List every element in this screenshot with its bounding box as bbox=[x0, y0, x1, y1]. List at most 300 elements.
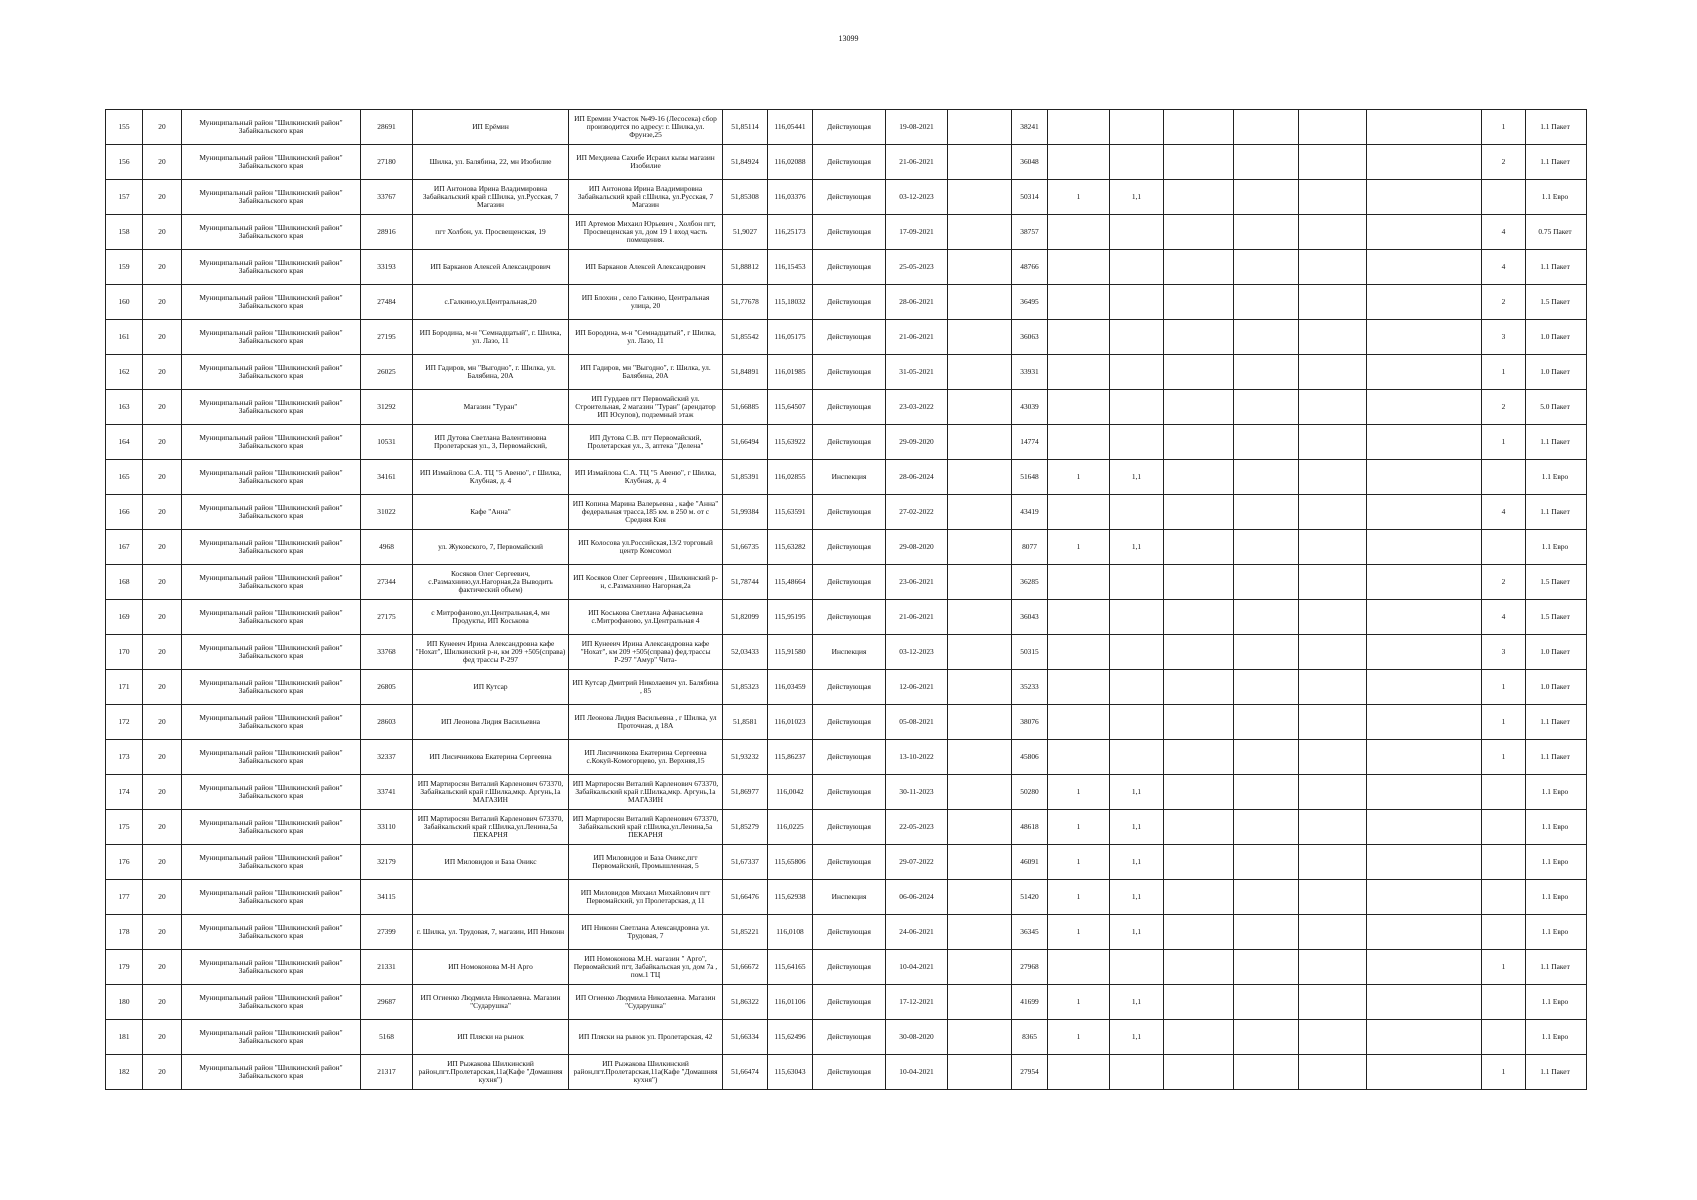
container-count: 1 bbox=[1048, 180, 1110, 215]
record-id: 38076 bbox=[1012, 705, 1048, 740]
empty-cell bbox=[1234, 145, 1299, 180]
empty-cell bbox=[1367, 985, 1482, 1020]
empty-cell bbox=[1234, 565, 1299, 600]
container-count bbox=[1048, 495, 1110, 530]
empty-cell bbox=[1164, 1020, 1234, 1055]
pack-type: 1.0 Пакет bbox=[1526, 320, 1587, 355]
bag-count bbox=[1482, 915, 1526, 950]
container-count bbox=[1048, 740, 1110, 775]
record-id: 36043 bbox=[1012, 600, 1048, 635]
row-number: 167 bbox=[106, 530, 143, 565]
record-id: 38757 bbox=[1012, 215, 1048, 250]
bag-count bbox=[1482, 845, 1526, 880]
empty-cell bbox=[1234, 425, 1299, 460]
region-code: 20 bbox=[143, 880, 182, 915]
object-name: Шилка, ул. Балябина, 22, мн Изобилие bbox=[413, 145, 569, 180]
region-code: 20 bbox=[143, 355, 182, 390]
bag-count: 1 bbox=[1482, 705, 1526, 740]
latitude: 51,66476 bbox=[723, 880, 768, 915]
row-number: 170 bbox=[106, 635, 143, 670]
longitude: 116,15453 bbox=[768, 250, 813, 285]
empty-cell bbox=[1299, 740, 1367, 775]
record-id: 51648 bbox=[1012, 460, 1048, 495]
region-code: 20 bbox=[143, 285, 182, 320]
object-address: ИП Барканов Алексей Александрович bbox=[569, 250, 723, 285]
container-count bbox=[1048, 390, 1110, 425]
empty-cell bbox=[1164, 985, 1234, 1020]
empty-cell bbox=[1164, 390, 1234, 425]
district-cell: Муниципальный район "Шилкинский район" Забайкальского края bbox=[182, 180, 361, 215]
district-cell: Муниципальный район "Шилкинский район" Забайкальского края bbox=[182, 740, 361, 775]
registry-rows bbox=[106, 110, 1587, 1090]
empty-cell bbox=[1367, 775, 1482, 810]
bag-count: 1 bbox=[1482, 355, 1526, 390]
record-id: 27968 bbox=[1012, 950, 1048, 985]
empty-cell bbox=[948, 215, 1012, 250]
object-name: Косяков Олег Сергеевич, с.Размахнино,ул.Нагорная,2а Выводить фактический объем) bbox=[413, 565, 569, 600]
status-cell: Действующая bbox=[813, 110, 886, 145]
empty-cell bbox=[1164, 740, 1234, 775]
empty-cell bbox=[1164, 1055, 1234, 1090]
table-row bbox=[106, 530, 1587, 565]
container-count bbox=[1048, 145, 1110, 180]
empty-cell bbox=[1234, 495, 1299, 530]
empty-cell bbox=[1299, 810, 1367, 845]
bag-count: 3 bbox=[1482, 635, 1526, 670]
empty-cell bbox=[948, 495, 1012, 530]
status-cell: Действующая bbox=[813, 320, 886, 355]
container-count bbox=[1048, 355, 1110, 390]
latitude: 51,85114 bbox=[723, 110, 768, 145]
container-volume: 1,1 bbox=[1110, 915, 1164, 950]
table-row bbox=[106, 355, 1587, 390]
object-code: 21317 bbox=[361, 1055, 413, 1090]
longitude: 115,62938 bbox=[768, 880, 813, 915]
container-count bbox=[1048, 635, 1110, 670]
region-code: 20 bbox=[143, 180, 182, 215]
row-number: 160 bbox=[106, 285, 143, 320]
object-name: ИП Бородина, м-н "Семнадцатый", г. Шилка, ул. Лазо, 11 bbox=[413, 320, 569, 355]
latitude: 51,93232 bbox=[723, 740, 768, 775]
object-name: ИП Ерёмин bbox=[413, 110, 569, 145]
row-number: 182 bbox=[106, 1055, 143, 1090]
object-address: ИП Измайлова С.А. ТЦ "5 Авеню", г Шилка, Клубная, д. 4 bbox=[569, 460, 723, 495]
object-code: 27399 bbox=[361, 915, 413, 950]
longitude: 116,02088 bbox=[768, 145, 813, 180]
container-volume bbox=[1110, 705, 1164, 740]
empty-cell bbox=[948, 110, 1012, 145]
longitude: 116,01985 bbox=[768, 355, 813, 390]
date-cell: 27-02-2022 bbox=[886, 495, 948, 530]
date-cell: 31-05-2021 bbox=[886, 355, 948, 390]
object-code: 32179 bbox=[361, 845, 413, 880]
latitude: 51,9027 bbox=[723, 215, 768, 250]
status-cell: Действующая bbox=[813, 670, 886, 705]
status-cell: Действующая bbox=[813, 565, 886, 600]
empty-cell bbox=[1164, 565, 1234, 600]
row-number: 156 bbox=[106, 145, 143, 180]
object-name: ИП Мартиросян Виталий Карленович 673370, Забайкальский край г.Шилка,мкр. Аргунь,1а МАГАЗИН bbox=[413, 775, 569, 810]
longitude: 115,86237 bbox=[768, 740, 813, 775]
container-count bbox=[1048, 705, 1110, 740]
empty-cell bbox=[1234, 600, 1299, 635]
empty-cell bbox=[1164, 250, 1234, 285]
empty-cell bbox=[1367, 845, 1482, 880]
date-cell: 10-04-2021 bbox=[886, 950, 948, 985]
empty-cell bbox=[948, 600, 1012, 635]
record-id: 27954 bbox=[1012, 1055, 1048, 1090]
region-code: 20 bbox=[143, 215, 182, 250]
empty-cell bbox=[1234, 915, 1299, 950]
object-code: 31292 bbox=[361, 390, 413, 425]
bag-count: 1 bbox=[1482, 670, 1526, 705]
latitude: 51,99384 bbox=[723, 495, 768, 530]
pack-type: 1.1 Евро bbox=[1526, 985, 1587, 1020]
container-volume bbox=[1110, 250, 1164, 285]
empty-cell bbox=[948, 880, 1012, 915]
object-name bbox=[413, 880, 569, 915]
empty-cell bbox=[1299, 320, 1367, 355]
object-address: ИП Гурдаев пгт Первомайский ул. Строительная, 2 магазин "Туран" (арендатор ИП Юсупов), подземный этаж bbox=[569, 390, 723, 425]
empty-cell bbox=[1299, 635, 1367, 670]
pack-type: 1.1 Пакет bbox=[1526, 950, 1587, 985]
table-row bbox=[106, 565, 1587, 600]
object-code: 29687 bbox=[361, 985, 413, 1020]
pack-type: 1.1 Пакет bbox=[1526, 145, 1587, 180]
pack-type: 0.75 Пакет bbox=[1526, 215, 1587, 250]
date-cell: 17-12-2021 bbox=[886, 985, 948, 1020]
empty-cell bbox=[1234, 775, 1299, 810]
record-id: 38241 bbox=[1012, 110, 1048, 145]
latitude: 51,85391 bbox=[723, 460, 768, 495]
region-code: 20 bbox=[143, 565, 182, 600]
latitude: 51,66474 bbox=[723, 1055, 768, 1090]
pack-type: 1.1 Евро bbox=[1526, 180, 1587, 215]
empty-cell bbox=[1367, 880, 1482, 915]
record-id: 8365 bbox=[1012, 1020, 1048, 1055]
district-cell: Муниципальный район "Шилкинский район" Забайкальского края bbox=[182, 775, 361, 810]
date-cell: 24-06-2021 bbox=[886, 915, 948, 950]
row-number: 155 bbox=[106, 110, 143, 145]
empty-cell bbox=[948, 355, 1012, 390]
object-name: ИП Кунееич Ирина Александровна кафе "Нохат", Шилкинский р-н, км 209 +505(справа) фед трассы Р-297 bbox=[413, 635, 569, 670]
longitude: 116,05441 bbox=[768, 110, 813, 145]
empty-cell bbox=[1234, 180, 1299, 215]
object-address: ИП Антонова Ирина Владимировна Забайкальский край г.Шилка, ул.Русская, 7 Магазин bbox=[569, 180, 723, 215]
empty-cell bbox=[1234, 670, 1299, 705]
container-volume: 1,1 bbox=[1110, 1020, 1164, 1055]
object-name: ИП Барканов Алексей Александрович bbox=[413, 250, 569, 285]
empty-cell bbox=[1299, 390, 1367, 425]
district-cell: Муниципальный район "Шилкинский район" Забайкальского края bbox=[182, 705, 361, 740]
object-code: 4968 bbox=[361, 530, 413, 565]
longitude: 116,03459 bbox=[768, 670, 813, 705]
latitude: 51,82099 bbox=[723, 600, 768, 635]
container-volume: 1,1 bbox=[1110, 460, 1164, 495]
region-code: 20 bbox=[143, 670, 182, 705]
district-cell: Муниципальный район "Шилкинский район" Забайкальского края bbox=[182, 565, 361, 600]
empty-cell bbox=[1164, 915, 1234, 950]
table-row bbox=[106, 390, 1587, 425]
region-code: 20 bbox=[143, 250, 182, 285]
row-number: 157 bbox=[106, 180, 143, 215]
empty-cell bbox=[948, 1055, 1012, 1090]
empty-cell bbox=[1164, 670, 1234, 705]
container-volume bbox=[1110, 635, 1164, 670]
table-row bbox=[106, 950, 1587, 985]
container-volume: 1,1 bbox=[1110, 985, 1164, 1020]
empty-cell bbox=[1164, 460, 1234, 495]
empty-cell bbox=[948, 740, 1012, 775]
longitude: 115,62496 bbox=[768, 1020, 813, 1055]
latitude: 51,86977 bbox=[723, 775, 768, 810]
empty-cell bbox=[1299, 425, 1367, 460]
record-id: 36048 bbox=[1012, 145, 1048, 180]
empty-cell bbox=[948, 460, 1012, 495]
empty-cell bbox=[1367, 425, 1482, 460]
container-volume bbox=[1110, 740, 1164, 775]
empty-cell bbox=[1234, 705, 1299, 740]
object-name: с Митрофаново,ул.Центральная,4, мн Продукты, ИП Коськова bbox=[413, 600, 569, 635]
object-code: 26025 bbox=[361, 355, 413, 390]
empty-cell bbox=[1299, 600, 1367, 635]
table-row bbox=[106, 1055, 1587, 1090]
object-address: ИП Колосова ул.Российская,13/2 торговый центр Комсомол bbox=[569, 530, 723, 565]
latitude: 51,85323 bbox=[723, 670, 768, 705]
object-name: ИП Леонова Лидия Васильевна bbox=[413, 705, 569, 740]
object-address: ИП Номоконова М.Н. магазин " Арго", Первомайский пгт, Забайкальская ул, дом 7а , пом.1 ТЦ bbox=[569, 950, 723, 985]
record-id: 50280 bbox=[1012, 775, 1048, 810]
district-cell: Муниципальный район "Шилкинский район" Забайкальского края bbox=[182, 215, 361, 250]
empty-cell bbox=[1299, 1055, 1367, 1090]
container-count: 1 bbox=[1048, 880, 1110, 915]
empty-cell bbox=[1367, 670, 1482, 705]
status-cell: Действующая bbox=[813, 215, 886, 250]
row-number: 179 bbox=[106, 950, 143, 985]
region-code: 20 bbox=[143, 145, 182, 180]
longitude: 116,01106 bbox=[768, 985, 813, 1020]
empty-cell bbox=[1164, 110, 1234, 145]
container-volume bbox=[1110, 285, 1164, 320]
empty-cell bbox=[948, 915, 1012, 950]
table-row bbox=[106, 915, 1587, 950]
pack-type: 1.1 Пакет bbox=[1526, 250, 1587, 285]
bag-count: 4 bbox=[1482, 495, 1526, 530]
empty-cell bbox=[1164, 285, 1234, 320]
region-code: 20 bbox=[143, 915, 182, 950]
empty-cell bbox=[1164, 320, 1234, 355]
region-code: 20 bbox=[143, 635, 182, 670]
object-address: ИП Лисичникова Екатерина Сергеевна с.Кокуй-Комогорцево, ул. Верхняя,15 bbox=[569, 740, 723, 775]
empty-cell bbox=[1299, 355, 1367, 390]
record-id: 50314 bbox=[1012, 180, 1048, 215]
bag-count: 4 bbox=[1482, 215, 1526, 250]
district-cell: Муниципальный район "Шилкинский район" Забайкальского края bbox=[182, 495, 361, 530]
empty-cell bbox=[1299, 845, 1367, 880]
bag-count bbox=[1482, 1020, 1526, 1055]
pack-type: 5.0 Пакет bbox=[1526, 390, 1587, 425]
empty-cell bbox=[1367, 565, 1482, 600]
pack-type: 1.5 Пакет bbox=[1526, 285, 1587, 320]
empty-cell bbox=[948, 180, 1012, 215]
container-count: 1 bbox=[1048, 775, 1110, 810]
record-id: 35233 bbox=[1012, 670, 1048, 705]
container-volume bbox=[1110, 1055, 1164, 1090]
status-cell: Действующая bbox=[813, 705, 886, 740]
empty-cell bbox=[948, 320, 1012, 355]
date-cell: 03-12-2023 bbox=[886, 180, 948, 215]
table-row bbox=[106, 705, 1587, 740]
empty-cell bbox=[1299, 460, 1367, 495]
row-number: 172 bbox=[106, 705, 143, 740]
latitude: 51,77678 bbox=[723, 285, 768, 320]
object-address: ИП Мартиросян Виталий Карленович 673370, Забайкальский край г.Шилка,ул.Ленина,5а ПЕКАРНЯ bbox=[569, 810, 723, 845]
empty-cell bbox=[1164, 880, 1234, 915]
table-row bbox=[106, 845, 1587, 880]
empty-cell bbox=[1367, 250, 1482, 285]
table-row bbox=[106, 250, 1587, 285]
longitude: 116,01023 bbox=[768, 705, 813, 740]
table-row bbox=[106, 775, 1587, 810]
empty-cell bbox=[1367, 145, 1482, 180]
object-name: с.Галкино,ул.Центральная,20 bbox=[413, 285, 569, 320]
container-volume bbox=[1110, 110, 1164, 145]
empty-cell bbox=[948, 425, 1012, 460]
empty-cell bbox=[1164, 775, 1234, 810]
empty-cell bbox=[1164, 495, 1234, 530]
empty-cell bbox=[1367, 285, 1482, 320]
date-cell: 30-11-2023 bbox=[886, 775, 948, 810]
container-volume: 1,1 bbox=[1110, 180, 1164, 215]
district-cell: Муниципальный район "Шилкинский район" Забайкальского края bbox=[182, 810, 361, 845]
district-cell: Муниципальный район "Шилкинский район" Забайкальского края bbox=[182, 355, 361, 390]
container-count: 1 bbox=[1048, 1020, 1110, 1055]
pack-type: 1.1 Пакет bbox=[1526, 705, 1587, 740]
empty-cell bbox=[1299, 565, 1367, 600]
date-cell: 17-09-2021 bbox=[886, 215, 948, 250]
pack-type: 1.0 Пакет bbox=[1526, 670, 1587, 705]
empty-cell bbox=[1367, 355, 1482, 390]
record-id: 43419 bbox=[1012, 495, 1048, 530]
empty-cell bbox=[1164, 845, 1234, 880]
region-code: 20 bbox=[143, 460, 182, 495]
district-cell: Муниципальный район "Шилкинский район" Забайкальского края bbox=[182, 1020, 361, 1055]
status-cell: Действующая bbox=[813, 600, 886, 635]
date-cell: 28-06-2024 bbox=[886, 460, 948, 495]
row-number: 174 bbox=[106, 775, 143, 810]
empty-cell bbox=[1164, 355, 1234, 390]
table-row bbox=[106, 600, 1587, 635]
date-cell: 23-03-2022 bbox=[886, 390, 948, 425]
object-address: ИП Косяков Олег Сергеевич , Шилкинский р-н, с.Размахнино Нагорная,2а bbox=[569, 565, 723, 600]
object-code: 5168 bbox=[361, 1020, 413, 1055]
row-number: 180 bbox=[106, 985, 143, 1020]
longitude: 115,63591 bbox=[768, 495, 813, 530]
empty-cell bbox=[948, 985, 1012, 1020]
object-name: ИП Лисичникова Екатерина Сергеевна bbox=[413, 740, 569, 775]
object-address: ИП Кутсар Дмитрий Николаевич ул. Балябина , 85 bbox=[569, 670, 723, 705]
empty-cell bbox=[1367, 110, 1482, 145]
empty-cell bbox=[1234, 740, 1299, 775]
empty-cell bbox=[1234, 845, 1299, 880]
longitude: 116,02855 bbox=[768, 460, 813, 495]
container-volume bbox=[1110, 390, 1164, 425]
empty-cell bbox=[1299, 705, 1367, 740]
container-volume: 1,1 bbox=[1110, 880, 1164, 915]
object-code: 33768 bbox=[361, 635, 413, 670]
empty-cell bbox=[1299, 880, 1367, 915]
table-row bbox=[106, 985, 1587, 1020]
longitude: 115,65806 bbox=[768, 845, 813, 880]
container-count: 1 bbox=[1048, 530, 1110, 565]
region-code: 20 bbox=[143, 1020, 182, 1055]
record-id: 43039 bbox=[1012, 390, 1048, 425]
record-id: 14774 bbox=[1012, 425, 1048, 460]
pack-type: 1.0 Пакет bbox=[1526, 635, 1587, 670]
table-row bbox=[106, 810, 1587, 845]
date-cell: 25-05-2023 bbox=[886, 250, 948, 285]
registry-table bbox=[105, 109, 1587, 1090]
row-number: 181 bbox=[106, 1020, 143, 1055]
object-address: ИП Копина Марина Валерьевна , кафе "Анна" федеральная трасса,185 км. в 250 м. от с Средняя Кия bbox=[569, 495, 723, 530]
empty-cell bbox=[948, 530, 1012, 565]
region-code: 20 bbox=[143, 775, 182, 810]
object-address: ИП Мартиросян Виталий Карленович 673370, Забайкальский край г.Шилка,мкр. Аргунь,1а МАГАЗИН bbox=[569, 775, 723, 810]
record-id: 36285 bbox=[1012, 565, 1048, 600]
object-address: ИП Пляски на рынок ул. Пролетарская, 42 bbox=[569, 1020, 723, 1055]
record-id: 51420 bbox=[1012, 880, 1048, 915]
district-cell: Муниципальный район "Шилкинский район" Забайкальского края bbox=[182, 250, 361, 285]
empty-cell bbox=[1234, 1020, 1299, 1055]
longitude: 115,91580 bbox=[768, 635, 813, 670]
status-cell: Действующая bbox=[813, 180, 886, 215]
empty-cell bbox=[948, 670, 1012, 705]
container-count bbox=[1048, 670, 1110, 705]
district-cell: Муниципальный район "Шилкинский район" Забайкальского края bbox=[182, 985, 361, 1020]
latitude: 51,66885 bbox=[723, 390, 768, 425]
empty-cell bbox=[1234, 390, 1299, 425]
date-cell: 23-06-2021 bbox=[886, 565, 948, 600]
empty-cell bbox=[1164, 600, 1234, 635]
row-number: 173 bbox=[106, 740, 143, 775]
row-number: 162 bbox=[106, 355, 143, 390]
row-number: 161 bbox=[106, 320, 143, 355]
bag-count: 3 bbox=[1482, 320, 1526, 355]
empty-cell bbox=[1164, 425, 1234, 460]
container-count bbox=[1048, 250, 1110, 285]
object-name: ИП Измайлова С.А. ТЦ "5 Авеню", г Шилка, Клубная, д. 4 bbox=[413, 460, 569, 495]
object-address: ИП Коськова Светлана Афанасьевна с.Митрофаново, ул.Центральная 4 bbox=[569, 600, 723, 635]
container-volume bbox=[1110, 495, 1164, 530]
empty-cell bbox=[1164, 810, 1234, 845]
container-count bbox=[1048, 425, 1110, 460]
table-row bbox=[106, 285, 1587, 320]
empty-cell bbox=[1299, 915, 1367, 950]
district-cell: Муниципальный район "Шилкинский район" Забайкальского края bbox=[182, 635, 361, 670]
object-code: 21331 bbox=[361, 950, 413, 985]
latitude: 51,85542 bbox=[723, 320, 768, 355]
pack-type: 1.1 Евро bbox=[1526, 915, 1587, 950]
bag-count: 1 bbox=[1482, 110, 1526, 145]
bag-count: 2 bbox=[1482, 390, 1526, 425]
pack-type: 1.0 Пакет bbox=[1526, 355, 1587, 390]
longitude: 115,64507 bbox=[768, 390, 813, 425]
container-count bbox=[1048, 1055, 1110, 1090]
container-volume bbox=[1110, 565, 1164, 600]
region-code: 20 bbox=[143, 600, 182, 635]
object-code: 27344 bbox=[361, 565, 413, 600]
pack-type: 1.1 Евро bbox=[1526, 880, 1587, 915]
